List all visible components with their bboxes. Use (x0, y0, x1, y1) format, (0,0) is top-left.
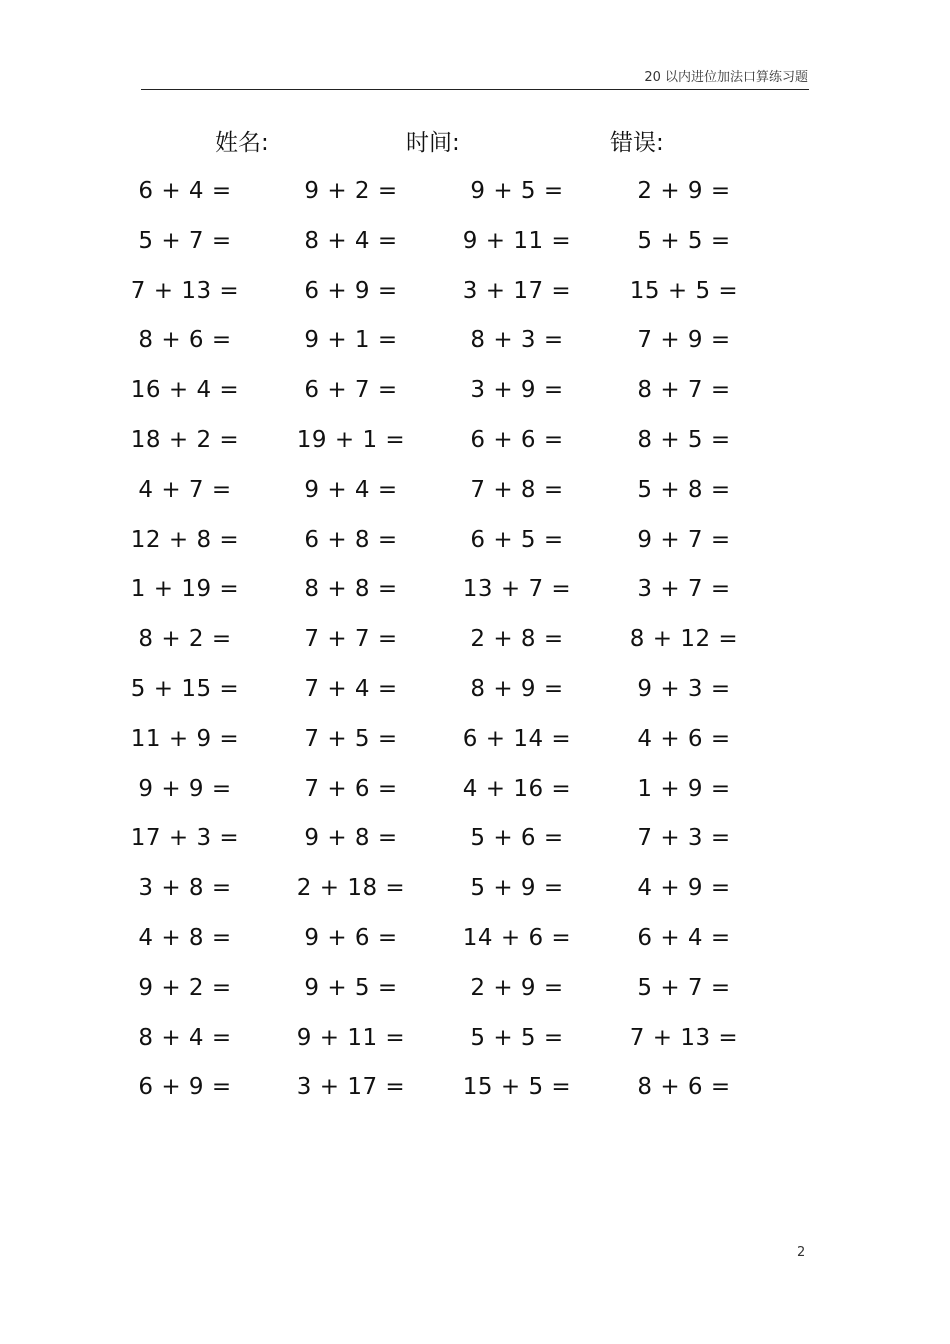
problem-row (0, 266, 950, 316)
problem-row (0, 813, 950, 863)
addition-problem: 3 + 17 = (296, 1074, 406, 1101)
time-label: 时间: (406, 130, 460, 156)
addition-problem: 5 + 15 = (130, 675, 240, 702)
addition-problem: 7 + 4 = (304, 675, 398, 702)
problem-row (0, 963, 950, 1013)
addition-problem: 7 + 7 = (304, 626, 398, 653)
addition-problem: 8 + 9 = (470, 675, 564, 702)
addition-problem: 5 + 7 = (637, 974, 731, 1001)
addition-problem: 6 + 7 = (304, 377, 398, 404)
addition-problem: 2 + 18 = (296, 875, 406, 902)
error-count-label: 错误: (610, 130, 664, 156)
addition-problem: 8 + 4 = (138, 1024, 232, 1051)
addition-problem: 18 + 2 = (130, 426, 240, 453)
page-header-title: 20 以内进位加法口算练习题 (644, 70, 808, 85)
problem-row (0, 764, 950, 814)
addition-problem: 3 + 8 = (138, 875, 232, 902)
problem-grid (0, 166, 950, 1112)
addition-problem: 3 + 7 = (637, 576, 731, 603)
addition-problem: 9 + 11 = (462, 227, 572, 254)
addition-problem: 6 + 4 = (138, 178, 232, 204)
addition-problem: 6 + 14 = (462, 725, 572, 752)
problem-row (0, 1062, 950, 1112)
addition-problem: 7 + 9 = (637, 327, 731, 354)
addition-problem: 5 + 5 = (637, 227, 731, 254)
addition-problem: 9 + 8 = (304, 825, 398, 852)
problem-row (0, 465, 950, 515)
page-number: 2 (797, 1245, 806, 1260)
problem-row (0, 216, 950, 266)
addition-problem: 2 + 9 = (637, 178, 731, 204)
addition-problem: 9 + 3 = (637, 675, 731, 702)
addition-problem: 8 + 3 = (470, 327, 564, 354)
addition-problem: 2 + 9 = (470, 974, 564, 1001)
addition-problem: 4 + 8 = (138, 924, 232, 951)
addition-problem: 3 + 9 = (470, 377, 564, 404)
addition-problem: 8 + 4 = (304, 227, 398, 254)
problem-row (0, 1013, 950, 1063)
addition-problem: 4 + 7 = (138, 476, 232, 503)
addition-problem: 9 + 6 = (304, 924, 398, 951)
problem-row (0, 664, 950, 714)
problem-row (0, 415, 950, 465)
addition-problem: 9 + 5 = (470, 178, 564, 204)
addition-problem: 8 + 6 = (138, 327, 232, 354)
addition-problem: 7 + 6 = (304, 775, 398, 802)
addition-problem: 9 + 1 = (304, 327, 398, 354)
addition-problem: 6 + 4 = (637, 924, 731, 951)
addition-problem: 7 + 13 = (130, 277, 240, 304)
addition-problem: 6 + 9 = (304, 277, 398, 304)
problem-row (0, 614, 950, 664)
addition-problem: 8 + 8 = (304, 576, 398, 603)
addition-problem: 6 + 6 = (470, 426, 564, 453)
addition-problem: 6 + 9 = (138, 1074, 232, 1101)
addition-problem: 7 + 5 = (304, 725, 398, 752)
problem-row (0, 714, 950, 764)
addition-problem: 19 + 1 = (296, 426, 406, 453)
problem-row (0, 913, 950, 963)
addition-problem: 9 + 2 = (304, 178, 398, 204)
addition-problem: 7 + 3 = (637, 825, 731, 852)
addition-problem: 5 + 5 = (470, 1024, 564, 1051)
problem-row (0, 166, 950, 216)
addition-problem: 6 + 8 = (304, 526, 398, 553)
addition-problem: 1 + 19 = (130, 576, 240, 603)
addition-problem: 9 + 7 = (637, 526, 731, 553)
addition-problem: 8 + 6 = (637, 1074, 731, 1101)
addition-problem: 3 + 17 = (462, 277, 572, 304)
addition-problem: 13 + 7 = (462, 576, 572, 603)
problem-row (0, 863, 950, 913)
addition-problem: 9 + 4 = (304, 476, 398, 503)
addition-problem: 2 + 8 = (470, 626, 564, 653)
addition-problem: 16 + 4 = (130, 377, 240, 404)
problem-row (0, 564, 950, 614)
addition-problem: 5 + 7 = (138, 227, 232, 254)
header-divider (141, 89, 809, 90)
addition-problem: 11 + 9 = (130, 725, 240, 752)
addition-problem: 8 + 2 = (138, 626, 232, 653)
addition-problem: 6 + 5 = (470, 526, 564, 553)
addition-problem: 8 + 5 = (637, 426, 731, 453)
addition-problem: 12 + 8 = (130, 526, 240, 553)
addition-problem: 9 + 5 = (304, 974, 398, 1001)
problem-row (0, 515, 950, 565)
student-info-row (0, 125, 950, 161)
addition-problem: 15 + 5 = (629, 277, 739, 304)
name-label: 姓名: (215, 130, 269, 156)
addition-problem: 8 + 7 = (637, 377, 731, 404)
addition-problem: 7 + 8 = (470, 476, 564, 503)
addition-problem: 9 + 11 = (296, 1024, 406, 1051)
addition-problem: 4 + 9 = (637, 875, 731, 902)
addition-problem: 17 + 3 = (130, 825, 240, 852)
addition-problem: 15 + 5 = (462, 1074, 572, 1101)
addition-problem: 4 + 6 = (637, 725, 731, 752)
addition-problem: 8 + 12 = (629, 626, 739, 653)
addition-problem: 7 + 13 = (629, 1024, 739, 1051)
addition-problem: 5 + 9 = (470, 875, 564, 902)
addition-problem: 9 + 9 = (138, 775, 232, 802)
addition-problem: 1 + 9 = (637, 775, 731, 802)
addition-problem: 5 + 8 = (637, 476, 731, 503)
problem-row (0, 315, 950, 365)
problem-row (0, 365, 950, 415)
addition-problem: 14 + 6 = (462, 924, 572, 951)
addition-problem: 4 + 16 = (462, 775, 572, 802)
addition-problem: 5 + 6 = (470, 825, 564, 852)
addition-problem: 9 + 2 = (138, 974, 232, 1001)
